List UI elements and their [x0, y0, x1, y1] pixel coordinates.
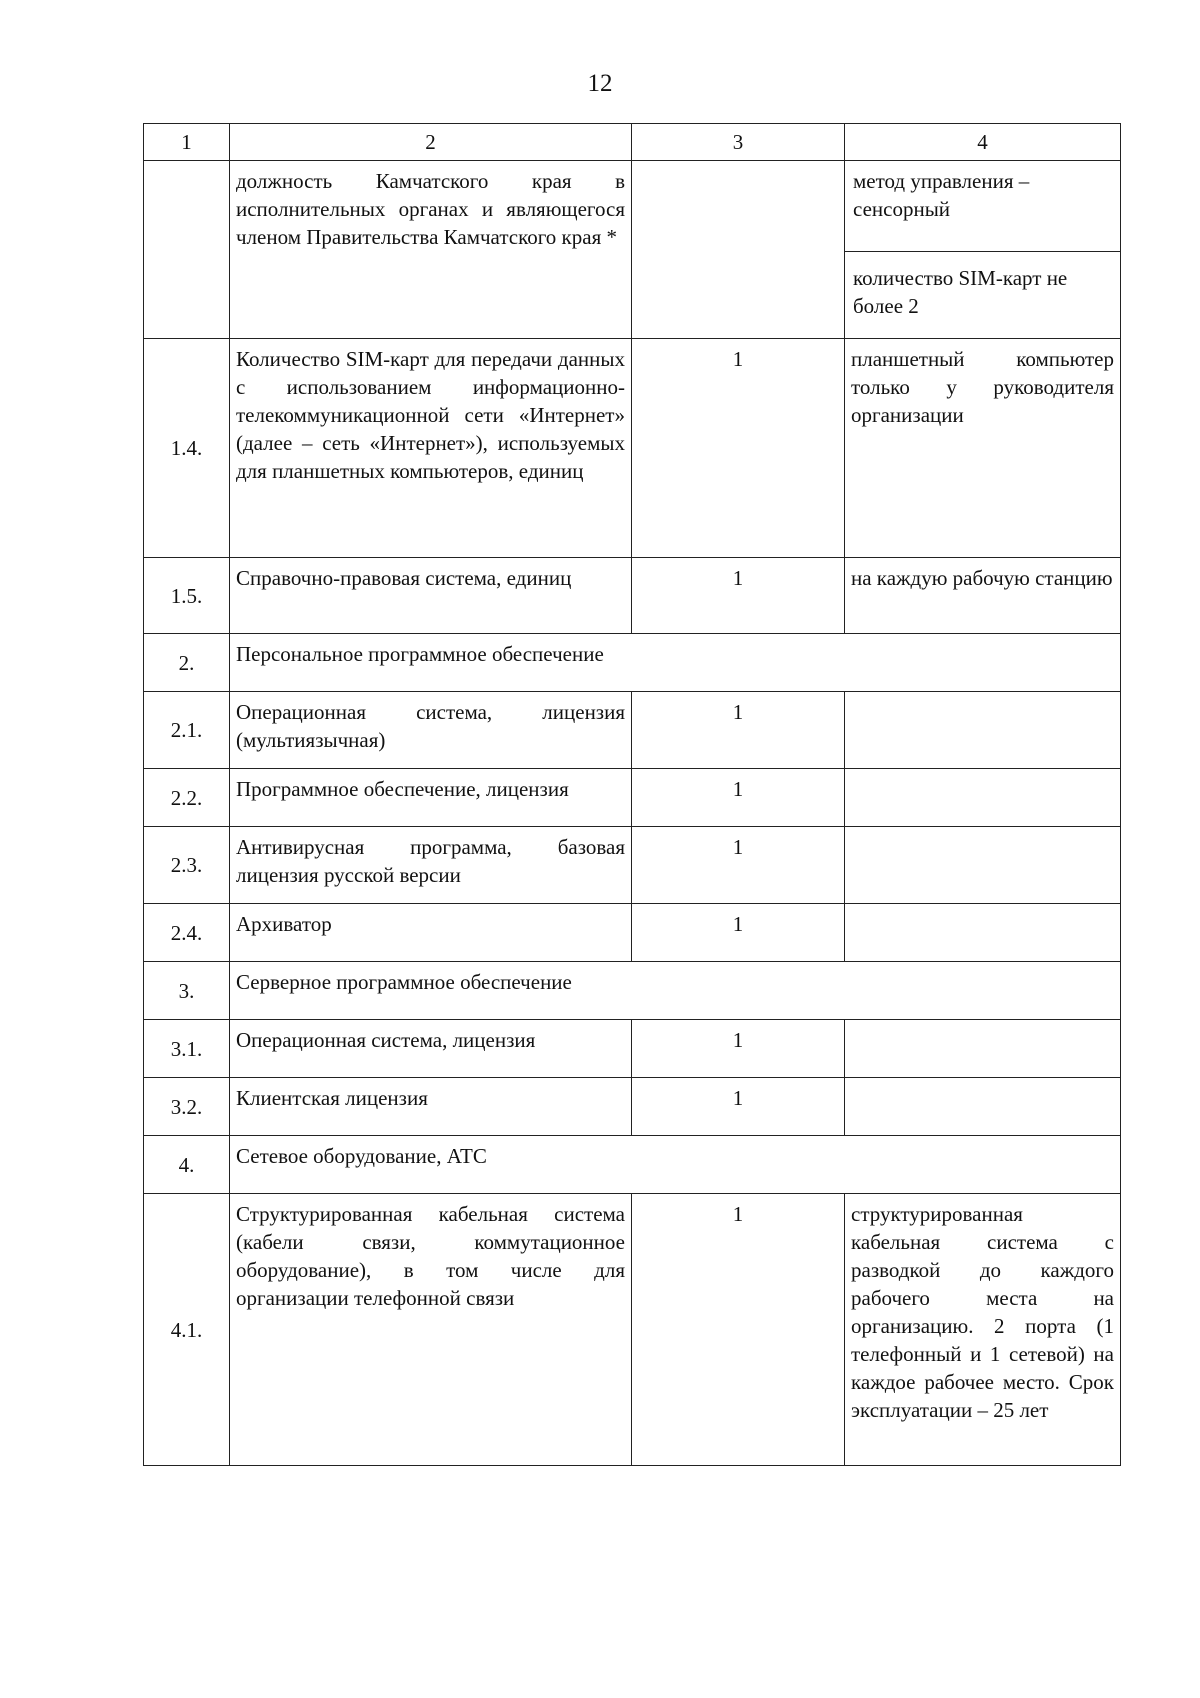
row-qty — [632, 161, 845, 339]
row-name: Антивирусная программа, базовая лицензия русской версии — [230, 827, 632, 904]
row-note-split — [845, 161, 1121, 339]
header-col-3: 3 — [632, 124, 845, 161]
row-note-top: метод управления – сенсорный — [845, 161, 1120, 252]
row-note — [845, 1078, 1121, 1136]
row-name: Программное обеспечение, лицензия — [230, 769, 632, 827]
row-name: Операционная система, лицензия (мультиязычная) — [230, 692, 632, 769]
row-qty: 1 — [632, 1194, 845, 1466]
table-row — [144, 769, 1121, 827]
row-number: 2.3. — [144, 827, 230, 904]
row-qty: 1 — [632, 1078, 845, 1136]
row-note — [845, 1020, 1121, 1078]
row-name: Количество SIM-карт для передачи данных с использованием информационно-телекоммуникационной сети «Интернет» (далее – сеть «Интернет»), используемых для планшетных компьютеров, единиц — [230, 339, 632, 558]
section-title: Сетевое оборудование, АТС — [230, 1136, 1121, 1194]
row-number: 1.4. — [144, 339, 230, 558]
row-name: Клиентская лицензия — [230, 1078, 632, 1136]
table-row — [144, 827, 1121, 904]
header-col-1: 1 — [144, 124, 230, 161]
row-number: 2.1. — [144, 692, 230, 769]
row-name: Справочно-правовая система, единиц — [230, 558, 632, 634]
row-note — [845, 827, 1121, 904]
table-row — [144, 1194, 1121, 1466]
section-title: Серверное программное обеспечение — [230, 962, 1121, 1020]
table-row — [144, 692, 1121, 769]
section-number: 3. — [144, 962, 230, 1020]
row-note: структурированная кабельная система с разводкой до каждого рабочего места на организацию. 2 порта (1 телефонный и 1 сетевой) на каждое рабочее место. Срок эксплуатации – 25 лет — [845, 1194, 1121, 1466]
row-number — [144, 161, 230, 339]
row-qty: 1 — [632, 339, 845, 558]
row-name: Операционная система, лицензия — [230, 1020, 632, 1078]
row-number: 2.4. — [144, 904, 230, 962]
row-qty: 1 — [632, 904, 845, 962]
row-qty: 1 — [632, 827, 845, 904]
header-col-4: 4 — [845, 124, 1121, 161]
row-qty: 1 — [632, 1020, 845, 1078]
row-name: Архиватор — [230, 904, 632, 962]
table-row — [144, 558, 1121, 634]
row-qty: 1 — [632, 558, 845, 634]
row-number: 3.2. — [144, 1078, 230, 1136]
section-number: 4. — [144, 1136, 230, 1194]
section-number: 2. — [144, 634, 230, 692]
section-title: Персональное программное обеспечение — [230, 634, 1121, 692]
row-note: планшетный компьютер только у руководителя организации — [845, 339, 1121, 558]
row-qty: 1 — [632, 692, 845, 769]
table-row — [144, 1020, 1121, 1078]
table-header-row — [144, 124, 1121, 161]
row-number: 3.1. — [144, 1020, 230, 1078]
section-row — [144, 634, 1121, 692]
row-note — [845, 904, 1121, 962]
header-col-2: 2 — [230, 124, 632, 161]
row-number: 2.2. — [144, 769, 230, 827]
section-row — [144, 962, 1121, 1020]
row-number: 4.1. — [144, 1194, 230, 1466]
table-row — [144, 904, 1121, 962]
table-row — [144, 339, 1121, 558]
table-row — [144, 161, 1121, 339]
section-row — [144, 1136, 1121, 1194]
row-note — [845, 692, 1121, 769]
row-qty: 1 — [632, 769, 845, 827]
row-name: должность Камчатского края в исполнительных органах и являющегося членом Правительства Камчатского края * — [230, 161, 632, 339]
row-name: Структурированная кабельная система (кабели связи, коммутационное оборудование), в том числе для организации телефонной связи — [230, 1194, 632, 1466]
norms-table — [143, 123, 1121, 1466]
row-number: 1.5. — [144, 558, 230, 634]
table-row — [144, 1078, 1121, 1136]
row-note-bottom: количество SIM-карт не более 2 — [853, 266, 1068, 318]
row-note — [845, 769, 1121, 827]
page-number: 12 — [587, 70, 613, 97]
row-note: на каждую рабочую станцию — [845, 558, 1121, 634]
